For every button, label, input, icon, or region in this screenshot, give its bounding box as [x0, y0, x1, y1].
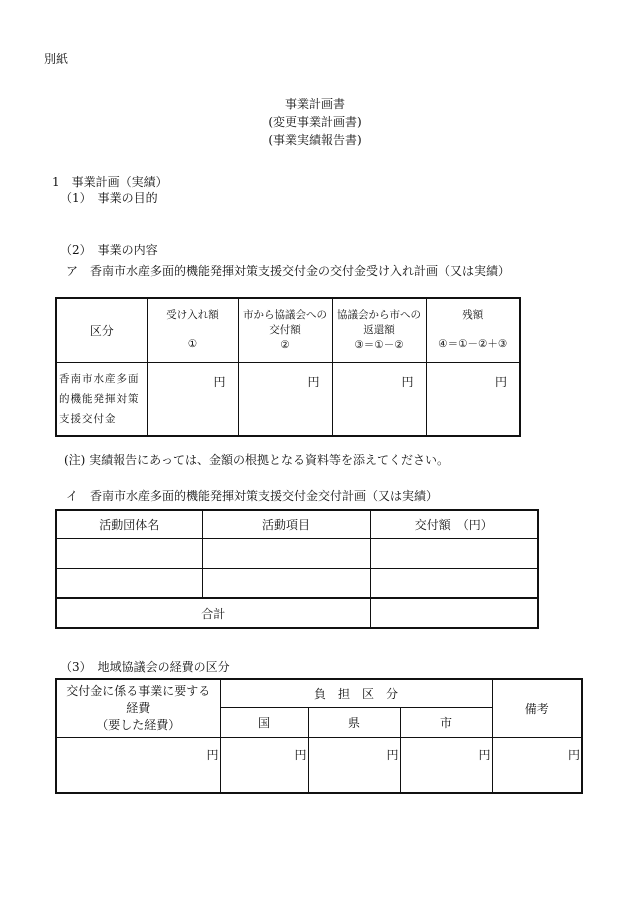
cell-council-to-city-amount[interactable]: 円: [332, 362, 426, 436]
title-line-plan: 事業計画書: [284, 97, 345, 111]
header-expenses: 交付金に係る事業に要する 経費 （要した経費）: [56, 679, 220, 737]
cell-amount[interactable]: [370, 568, 538, 598]
header-received: 受け入れ額 ①: [147, 298, 238, 362]
item-purpose: （1） 事業の目的: [60, 191, 158, 205]
expense-division-table: [55, 678, 583, 794]
title-line-report: (事業実績報告書): [268, 133, 362, 147]
cell-amount[interactable]: [370, 538, 538, 568]
header-city: 市: [400, 707, 492, 737]
grant-plan-table: [55, 509, 539, 629]
table-row: [56, 538, 538, 568]
cell-activity[interactable]: [202, 538, 370, 568]
header-grant-amount: 交付額 （円）: [370, 510, 538, 538]
subsection-i-heading: イ 香南市水産多面的機能発揮対策支援交付金交付計画（又は実績）: [66, 489, 439, 503]
cell-activity[interactable]: [202, 568, 370, 598]
table-row: [56, 568, 538, 598]
cell-prefecture-amount[interactable]: 円: [308, 737, 400, 793]
cell-national-amount[interactable]: 円: [220, 737, 308, 793]
cell-group-name[interactable]: [56, 568, 202, 598]
cell-total-amount[interactable]: [370, 598, 538, 628]
header-kubun: 区分: [56, 298, 147, 362]
header-balance: 残額 ④＝①－②＋③: [426, 298, 520, 362]
attachment-label: 別紙: [44, 52, 69, 66]
cell-city-amount[interactable]: 円: [400, 737, 492, 793]
total-label: 合計: [56, 598, 370, 628]
cell-group-name[interactable]: [56, 538, 202, 568]
item-content: （2） 事業の内容: [60, 243, 158, 257]
header-national: 国: [220, 707, 308, 737]
row-label-subsidy: 香南市水産多面 的機能発揮対策 支援交付金: [56, 362, 147, 436]
section-heading: 1 事業計画（実績）: [52, 175, 168, 189]
title-line-change: (変更事業計画書): [268, 115, 362, 129]
header-burden: 負 担 区 分: [220, 679, 492, 707]
cell-remarks[interactable]: 円: [492, 737, 582, 793]
document-title: [0, 95, 630, 149]
header-activity: 活動項目: [202, 510, 370, 538]
header-city-to-council: 市から協議会への 交付額 ②: [238, 298, 332, 362]
header-remarks: 備考: [492, 679, 582, 737]
cell-received-amount[interactable]: 円: [147, 362, 238, 436]
item-expense-division: （3） 地域協議会の経費の区分: [60, 660, 230, 674]
header-prefecture: 県: [308, 707, 400, 737]
cell-city-to-council-amount[interactable]: 円: [238, 362, 332, 436]
note-text: (注) 実績報告にあっては、金額の根拠となる資料等を添えてください。: [64, 453, 450, 467]
cell-expense-amount[interactable]: 円: [56, 737, 220, 793]
cell-balance-amount[interactable]: 円: [426, 362, 520, 436]
header-council-to-city: 協議会から市への 返還額 ③＝①－②: [332, 298, 426, 362]
subsection-a-heading: ア 香南市水産多面的機能発揮対策支援交付金の交付金受け入れ計画（又は実績）: [66, 264, 511, 278]
header-group-name: 活動団体名: [56, 510, 202, 538]
funding-receipt-table: [55, 297, 521, 437]
